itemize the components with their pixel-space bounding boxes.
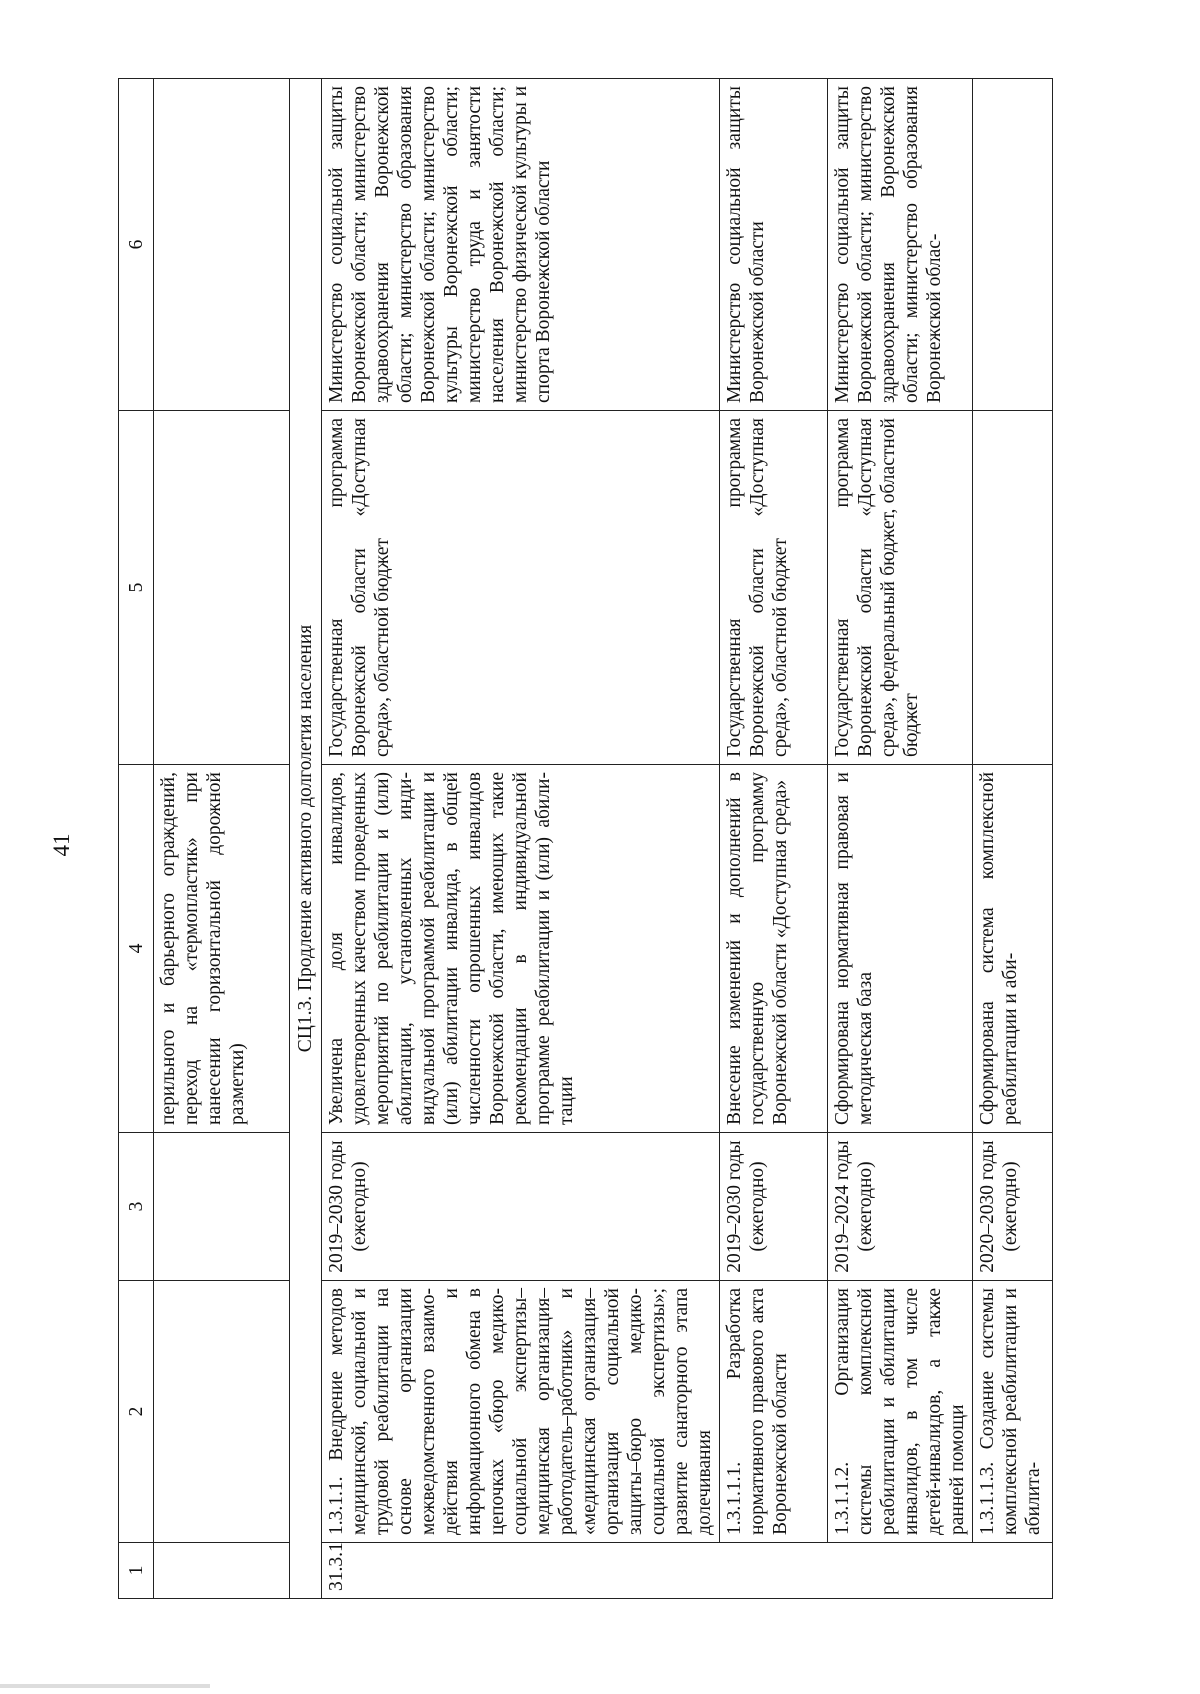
measures-table bbox=[118, 78, 1053, 1599]
result-text: Внесение изменений и дополнений в государственную программу Воронежской области «Доступная среда» bbox=[720, 765, 828, 1133]
table-cell bbox=[154, 1543, 290, 1599]
result-text: Сформирована система комплексной реабилитации и аби- bbox=[973, 765, 1053, 1133]
table-row bbox=[322, 79, 720, 1599]
continuation-text: перильного и барьерного ограждений, переход на «термопластик» при нанесении горизонтальной дорожной разметки) bbox=[154, 765, 290, 1133]
result-text: Увеличена доля инвалидов, удовлетворенных качеством проведенных мероприятий по реабилитации и (или) абилитации, установленных индивидуальной программой реабилитации и (или) абилитации инвалида, в общей численности опрошенных инвалидов Воронежской области, имеющих такие рекомендации в индивидуальной программе реабилитации и (или) абилитации bbox=[322, 765, 720, 1133]
table-cell bbox=[154, 1281, 290, 1543]
section-row bbox=[290, 79, 322, 1599]
period-text: 2020–2030 годы (ежегодно) bbox=[973, 1133, 1053, 1281]
continuation-row bbox=[154, 79, 290, 1599]
period-text: 2019–2030 годы (ежегодно) bbox=[720, 1133, 828, 1281]
period-text: 2019–2030 годы (ежегодно) bbox=[322, 1133, 720, 1281]
table-cell bbox=[154, 1133, 290, 1281]
executors-text: Министерство социальной защиты Воронежской области bbox=[720, 79, 828, 411]
column-number: 5 bbox=[119, 411, 154, 765]
column-number: 1 bbox=[119, 1543, 154, 1599]
row-code: 31.3.1 bbox=[322, 1543, 1053, 1599]
measure-text: 1.3.1.1.1. Разработка нормативного правового акта Воронежской области bbox=[720, 1281, 828, 1543]
source-text bbox=[973, 411, 1053, 765]
table-row bbox=[828, 79, 973, 1599]
scan-edge-mark bbox=[0, 1684, 210, 1688]
source-text: Государственная программа Воронежской области «Доступная среда», федеральный бюджет, областной бюджет bbox=[828, 411, 973, 765]
executors-text: Министерство социальной защиты Воронежской области; министерство здравоохранения Воронежской области; министерство образования Воронежской области; министерство культуры Воронежской области; министерство труда и занятости населения Воронежской области; министерство физической культуры и спорта Воронежской области bbox=[322, 79, 720, 411]
document-sheet bbox=[118, 79, 1138, 1599]
executors-text: Министерство социальной защиты Воронежской области; министерство здравоохранения Воронежской области; министерство образования Воронежской облас- bbox=[828, 79, 973, 411]
column-number: 6 bbox=[119, 79, 154, 411]
period-text: 2019–2024 годы (ежегодно) bbox=[828, 1133, 973, 1281]
column-number: 2 bbox=[119, 1281, 154, 1543]
section-title: СЦ1.3. Продление активного долголетия населения bbox=[290, 79, 322, 1599]
column-number: 4 bbox=[119, 765, 154, 1133]
measure-text: 1.3.1.1.3. Создание системы комплексной реабилитации и абилита- bbox=[973, 1281, 1053, 1543]
page-number: 41 bbox=[49, 833, 74, 857]
column-number-row bbox=[119, 79, 154, 1599]
measure-text: 1.3.1.1.2. Организация системы комплексной реабилитации и абилитации инвалидов, в том числе детей-инвалидов, а также ранней помощи bbox=[828, 1281, 973, 1543]
table-cell bbox=[154, 411, 290, 765]
source-text: Государственная программа Воронежской области «Доступная среда», областной бюджет bbox=[322, 411, 720, 765]
measure-text: 1.3.1.1. Внедрение методов медицинской, социальной и трудовой реабилитации на основе организации межведомственного взаимодействия и информационного обмена в цепочках «бюро медико-социальной экспертизы–медицинская организация–работодатель–работник» и «медицинская организация–организация социальной защиты–бюро медико-социальной экспертизы»; развитие санаторного этапа долечивания bbox=[322, 1281, 720, 1543]
source-text: Государственная программа Воронежской области «Доступная среда», областной бюджет bbox=[720, 411, 828, 765]
table-row bbox=[973, 79, 1053, 1599]
executors-text bbox=[973, 79, 1053, 411]
table-row bbox=[720, 79, 828, 1599]
result-text: Сформирована нормативная правовая и методическая база bbox=[828, 765, 973, 1133]
column-number: 3 bbox=[119, 1133, 154, 1281]
table-cell bbox=[154, 79, 290, 411]
